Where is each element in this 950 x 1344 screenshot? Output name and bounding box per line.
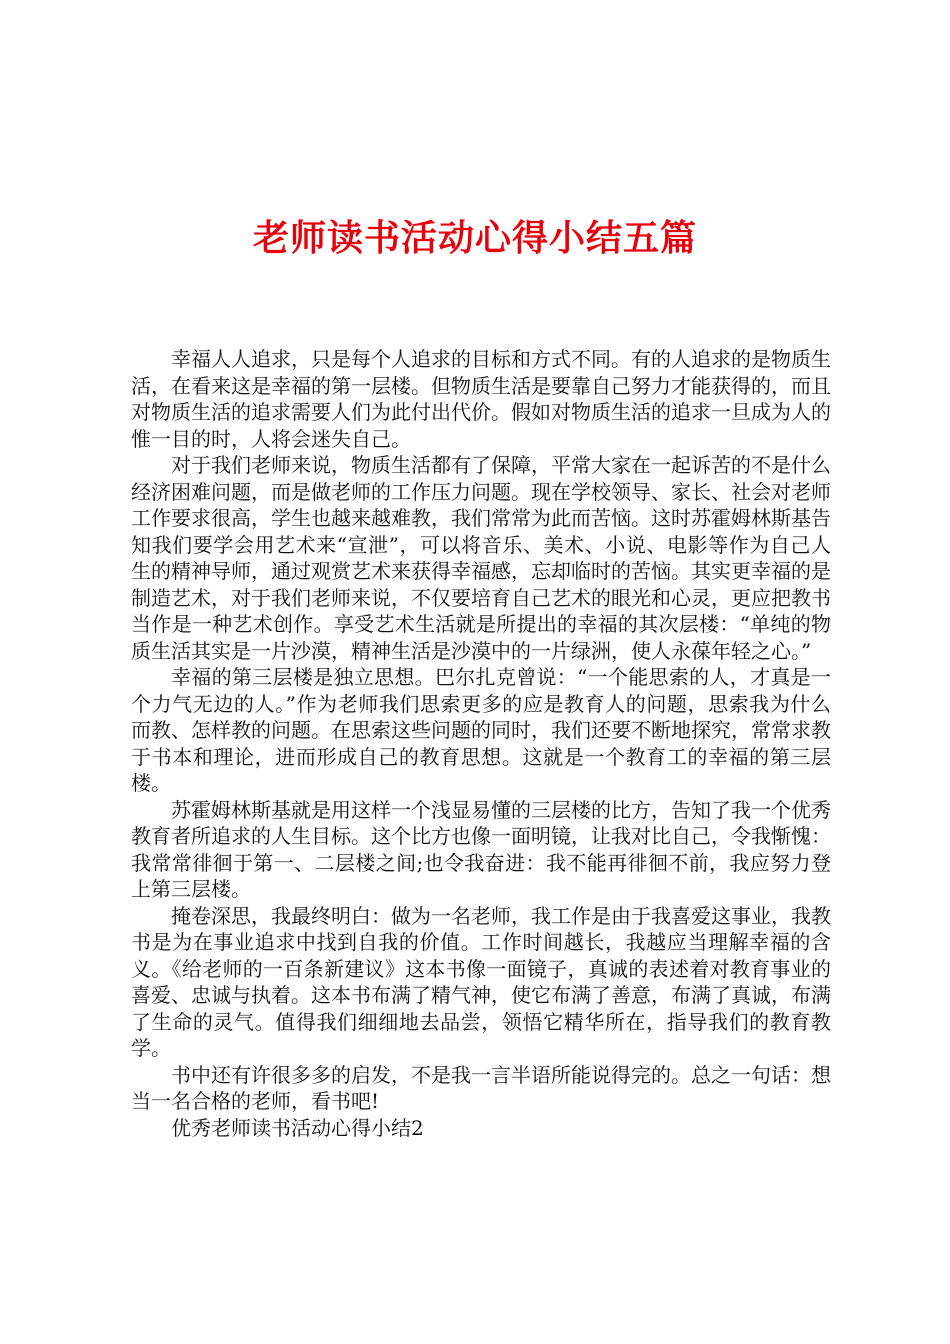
section-heading: 优秀老师读书活动心得小结2 [171,1115,424,1140]
paragraph: 对于我们老师来说，物质生活都有了保障，平常大家在一起诉苦的不是什么经济困难问题，而是做老师的工作压力问题。现在学校领导、家长、社会对老师工作要求很高，学生也越来越难教，我们常常为此而苦恼。这时苏霍姆林斯基告知我们要学会用艺术来“宣泄”，可以将音乐、美术、小说、电影等作为自己人生的精神导师，通过观赏艺术来获得幸福感，忘却临时的苦恼。其实更幸福的是制造艺术，对于我们老师来说，不仅要培育自己艺术的眼光和心灵，更应把教书当作是一种艺术创作。享受艺术生活就是所提出的幸福的其次层楼：“单纯的物质生活其实是一片沙漠，精神生活是沙漠中的一片绿洲，使人永葆年轻之心。” [131,453,831,663]
document-body [131,346,831,1141]
paragraph: 苏霍姆林斯基就是用这样一个浅显易懂的三层楼的比方，告知了我一个优秀教育者所追求的人生目标。这个比方也像一面明镜，让我对比自己，令我惭愧：我常常徘徊于第一、二层楼之间;也令我奋进：我不能再徘徊不前，我应努力登上第三层楼。 [131,797,831,901]
document-title: 老师读书活动心得小结五篇 [252,217,697,259]
paragraph: 幸福人人追求，只是每个人追求的目标和方式不同。有的人追求的是物质生活，在看来这是幸福的第一层楼。但物质生活是要靠自己努力才能获得的，而且对物质生活的追求需要人们为此付出代价。假如对物质生活的追求一旦成为人的惟一目的时，人将会迷失自己。 [131,347,831,451]
paragraph: 掩卷深思，我最终明白：做为一名老师，我工作是由于我喜爱这事业，我教书是为在事业追求中找到自我的价值。工作时间越长，我越应当理解幸福的含义。《给老师的一百条新建议》这本书像一面镜子，真诚的表述着对教育事业的喜爱、忠诚与执着。这本书布满了精气神，使它布满了善意，布满了真诚，布满了生命的灵气。值得我们细细地去品尝，领悟它精华所在，指导我们的教育教学。 [131,903,831,1060]
paragraph: 书中还有许很多多的启发，不是我一言半语所能说得完的。总之一句话：想当一名合格的老师，看书吧! [131,1062,831,1113]
paragraph: 幸福的第三层楼是独立思想。巴尔扎克曾说：“一个能思索的人，才真是一个力气无边的人。”作为老师我们思索更多的应是教育人的问题，思索我为什么而教、怎样教的问题。在思索这些问题的同时，我们还要不断地探究，常常求教于书本和理论，进而形成自己的教育思想。这就是一个教育工的幸福的第三层楼。 [131,665,831,795]
